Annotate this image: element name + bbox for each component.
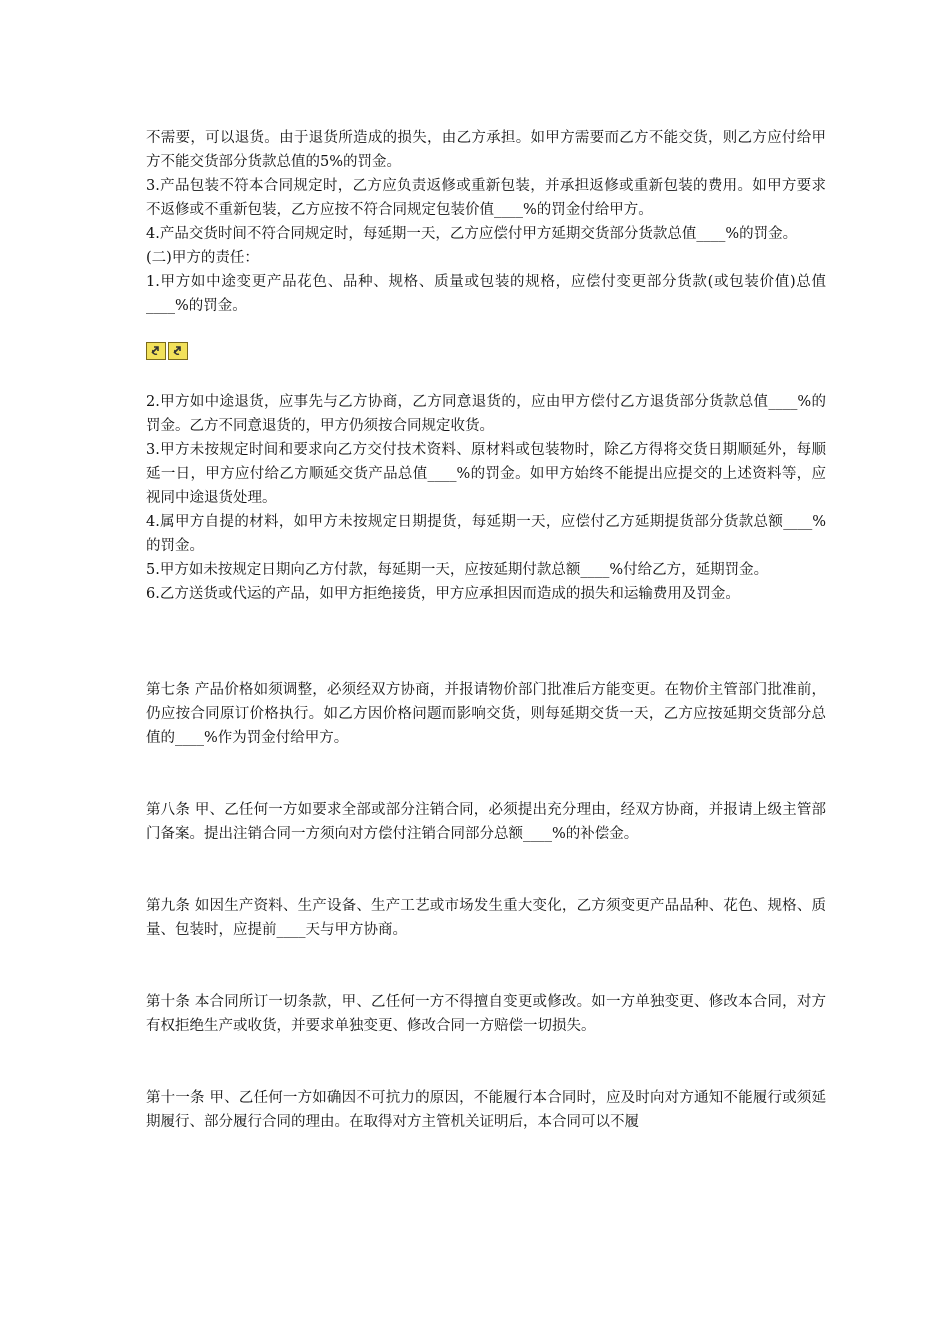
article-10: 第十条 本合同所订一切条款，甲、乙任何一方不得擅自变更或修改。如一方单独变更、修改本合同，对方有权拒绝生产或收货，并要求单独变更、修改合同一方赔偿一切损失。 <box>146 994 826 1034</box>
article-9: 第九条 如因生产资料、生产设备、生产工艺或市场发生重大变化，乙方须变更产品品种、花色、规格、质量、包装时，应提前____天与甲方协商。 <box>146 898 826 938</box>
article-8: 第八条 甲、乙任何一方如要求全部或部分注销合同，必须提出充分理由，经双方协商，并报请上级主管部门备案。提出注销合同一方须向对方偿付注销合同部分总额____%的补偿金。 <box>146 802 826 842</box>
section-heading: (二)甲方的责任： <box>146 250 259 266</box>
link-icon[interactable] <box>146 342 166 360</box>
paragraph: 3.产品包装不符本合同规定时，乙方应负责返修或重新包装，并承担返修或重新包装的费用。如甲方要求不返修或不重新包装，乙方应按不符合同规定包装价值____%的罚金付给甲方。 <box>146 178 826 218</box>
paragraph: 5.甲方如未按规定日期向乙方付款，每延期一天，应按延期付款总额____%付给乙方，延期罚金。 <box>146 562 769 578</box>
paragraph: 4.属甲方自提的材料，如甲方未按规定日期提货，每延期一天，应偿付乙方延期提货部分货款总额____%的罚金。 <box>146 514 826 554</box>
paragraph: 1.甲方如中途变更产品花色、品种、规格、质量或包装的规格，应偿付变更部分货款(或包装价值)总值____%的罚金。 <box>146 274 826 314</box>
paragraph: 4.产品交货时间不符合同规定时，每延期一天，乙方应偿付甲方延期交货部分货款总值____%的罚金。 <box>146 226 798 242</box>
embedded-icons <box>146 342 826 366</box>
paragraph: 不需要，可以退货。由于退货所造成的损失，由乙方承担。如甲方需要而乙方不能交货，则乙方应付给甲方不能交货部分货款总值的5%的罚金。 <box>146 130 826 170</box>
article-7: 第七条 产品价格如须调整，必须经双方协商，并报请物价部门批准后方能变更。在物价主管部门批准前，仍应按合同原订价格执行。如乙方因价格问题而影响交货，则每延期交货一天，乙方应按延期交货部分总值的____%作为罚金付给甲方。 <box>146 682 826 746</box>
paragraph: 6.乙方送货或代运的产品，如甲方拒绝接货，甲方应承担因而造成的损失和运输费用及罚金。 <box>146 586 740 602</box>
paragraph: 3.甲方未按规定时间和要求向乙方交付技术资料、原材料或包装物时，除乙方得将交货日期顺延外，每顺延一日，甲方应付给乙方顺延交货产品总值____%的罚金。如甲方始终不能提出应提交的上述资料等，应视同中途退货处理。 <box>146 442 826 506</box>
paragraph: 2.甲方如中途退货，应事先与乙方协商，乙方同意退货的，应由甲方偿付乙方退货部分货款总值____%的罚金。乙方不同意退货的，甲方仍须按合同规定收货。 <box>146 394 826 434</box>
link-icon[interactable] <box>168 342 188 360</box>
article-11: 第十一条 甲、乙任何一方如确因不可抗力的原因，不能履行本合同时，应及时向对方通知不能履行或须延期履行、部分履行合同的理由。在取得对方主管机关证明后，本合同可以不履 <box>146 1090 826 1130</box>
contract-body <box>146 126 826 1134</box>
